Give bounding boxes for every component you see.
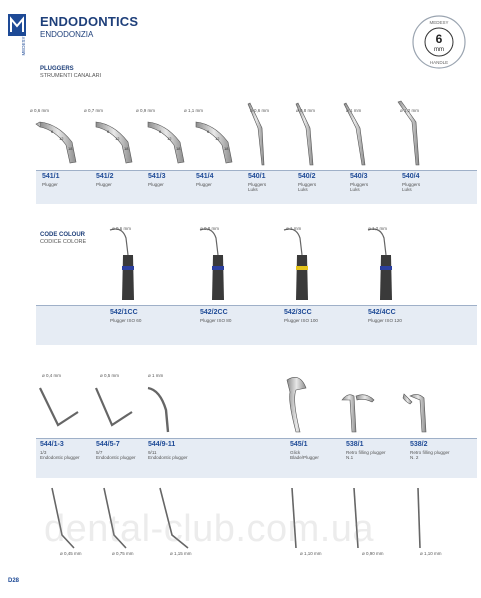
product-code: 540/2: [298, 173, 316, 180]
tip-diameter: ø 1,1 mm: [184, 108, 204, 113]
product-name: Retro filling plugger: [410, 450, 450, 455]
tip-diameter: ø 0,8 mm: [296, 108, 316, 113]
badge-unit: mm: [434, 47, 444, 53]
tip-diameter: ø 1,2 mm: [400, 108, 420, 113]
product-code: 544/9-11: [148, 441, 176, 448]
section-pluggers-title: PLUGGERS: [40, 66, 74, 72]
instrument-544-1-3: [40, 388, 78, 425]
instrument-541-4: [196, 122, 232, 163]
product-name-2: Luks: [298, 187, 308, 192]
tip-diameter: ø 0,6 mm: [250, 108, 270, 113]
tip-diameter: ø 0,9 mm: [136, 108, 156, 113]
product-code: 544/1-3: [40, 441, 64, 448]
color-band: [380, 266, 392, 270]
svg-text:12: 12: [59, 136, 64, 141]
tip-diameter: ø 0,6 mm: [112, 226, 132, 231]
product-name: 1/3: [40, 450, 47, 455]
product-name: Pluggers: [402, 182, 421, 187]
page-number: D28: [8, 578, 20, 584]
tip-diameter: ø 0,75 mm: [112, 551, 134, 556]
product-code: 542/4CC: [368, 309, 396, 316]
product-code: 538/2: [410, 441, 428, 448]
svg-text:12: 12: [167, 136, 172, 141]
color-band: [212, 266, 224, 270]
tip-diameter: ø 1,10 mm: [420, 551, 442, 556]
depth-markers: [51, 129, 229, 151]
product-name: Plugger ISO 80: [200, 318, 232, 323]
product-name: Plugger: [148, 182, 164, 187]
instrument-541-2: [96, 122, 132, 163]
page-title: ENDODONTICS: [40, 14, 139, 29]
product-name: Plugger ISO 100: [284, 318, 318, 323]
product-name-2: Blade/Plugger: [290, 455, 319, 460]
tip-diameter: ø 0,5 mm: [100, 373, 120, 378]
product-name: 5/7: [96, 450, 103, 455]
instrument-544-9-11: [148, 388, 168, 432]
product-name-2: Endodontic plugger: [96, 455, 136, 460]
product-code: 540/4: [402, 173, 420, 180]
tip-diameter: ø 0,90 mm: [362, 551, 384, 556]
product-code: 538/1: [346, 441, 364, 448]
product-name: Plugger: [196, 182, 212, 187]
product-name: Retro filling plugger: [346, 450, 386, 455]
svg-text:12: 12: [215, 136, 220, 141]
badge-value: 6: [435, 32, 443, 46]
instrument-541-3: [148, 122, 184, 163]
product-name-2: Luks: [402, 187, 412, 192]
instrument-542-2cc: [200, 229, 224, 300]
product-code: 541/3: [148, 173, 166, 180]
product-code: 540/3: [350, 173, 368, 180]
product-name-2: N.1: [346, 455, 354, 460]
color-band: [122, 266, 134, 270]
instrument-545-1: [287, 377, 306, 432]
tip-diameter: ø 1 mm: [286, 226, 302, 231]
product-name: Plugger: [96, 182, 112, 187]
product-name-2: Luks: [350, 187, 360, 192]
product-name: Pluggers: [248, 182, 267, 187]
instrument-542-3cc: [284, 229, 308, 300]
tip-diameter: ø 0,6 mm: [30, 108, 50, 113]
tip-diameter: ø 0,7 mm: [84, 108, 104, 113]
svg-text:6: 6: [207, 129, 210, 134]
product-name: Pluggers: [350, 182, 369, 187]
instrument-542-1cc: [110, 229, 134, 300]
svg-text:6: 6: [51, 129, 54, 134]
product-code: 545/1: [290, 441, 308, 448]
instrument-541-1: [36, 122, 76, 163]
tip-diameter: ø 1 mm: [148, 373, 164, 378]
product-code: 542/1CC: [110, 309, 138, 316]
svg-text:18: 18: [68, 146, 73, 151]
product-name: Plugger ISO 60: [110, 318, 142, 323]
product-name-2: Luks: [248, 187, 258, 192]
instrument-544-5-7: [96, 388, 132, 425]
product-code: 541/2: [96, 173, 114, 180]
instrument-538-2: [403, 394, 426, 432]
tip-diameter: ø 1 mm: [346, 108, 362, 113]
watermark: dental-club.com.ua: [44, 508, 375, 550]
svg-text:6: 6: [107, 129, 110, 134]
brand-text: MEDESY: [21, 36, 26, 56]
product-code: 541/1: [42, 173, 60, 180]
section-code-colour-title: CODE COLOUR: [40, 232, 85, 238]
product-name: Glick: [290, 450, 301, 455]
section-code-colour-subtitle: CODICE COLORE: [40, 239, 87, 245]
product-name-2: Endodontic plugger: [40, 455, 80, 460]
color-band: [296, 266, 308, 270]
product-code: 540/1: [248, 173, 266, 180]
product-name-2: Endodontic plugger: [148, 455, 188, 460]
section-pluggers-subtitle: STRUMENTI CANALARI: [40, 73, 102, 79]
svg-text:18: 18: [124, 146, 129, 151]
page-subtitle: ENDODONZIA: [40, 30, 94, 39]
svg-text:18: 18: [176, 146, 181, 151]
product-name: Plugger ISO 120: [368, 318, 402, 323]
tip-diameter: ø 1,10 mm: [300, 551, 322, 556]
tip-diameter: ø 1,2 mm: [368, 226, 388, 231]
badge-bottom: HANDLE: [429, 60, 449, 65]
tip-diameter: ø 0,45 mm: [60, 551, 82, 556]
product-code: 544/5-7: [96, 441, 120, 448]
tip-diameter: ø 0,8 mm: [200, 226, 220, 231]
badge-top: MEDESY: [429, 20, 449, 25]
product-name: Pluggers: [298, 182, 317, 187]
instrument-542-4cc: [368, 229, 392, 300]
product-code: 542/2CC: [200, 309, 228, 316]
product-name: Plugger: [42, 182, 58, 187]
product-code: 542/3CC: [284, 309, 312, 316]
product-name-2: N. 2: [410, 455, 419, 460]
svg-text:12: 12: [115, 136, 120, 141]
instrument-538-1: [342, 395, 374, 432]
tip-diameter: ø 0,4 mm: [42, 373, 62, 378]
tip-diameter: ø 1,15 mm: [170, 551, 192, 556]
svg-text:6: 6: [159, 129, 162, 134]
product-name: 9/11: [148, 450, 157, 455]
product-code: 541/4: [196, 173, 214, 180]
svg-text:18: 18: [224, 146, 229, 151]
